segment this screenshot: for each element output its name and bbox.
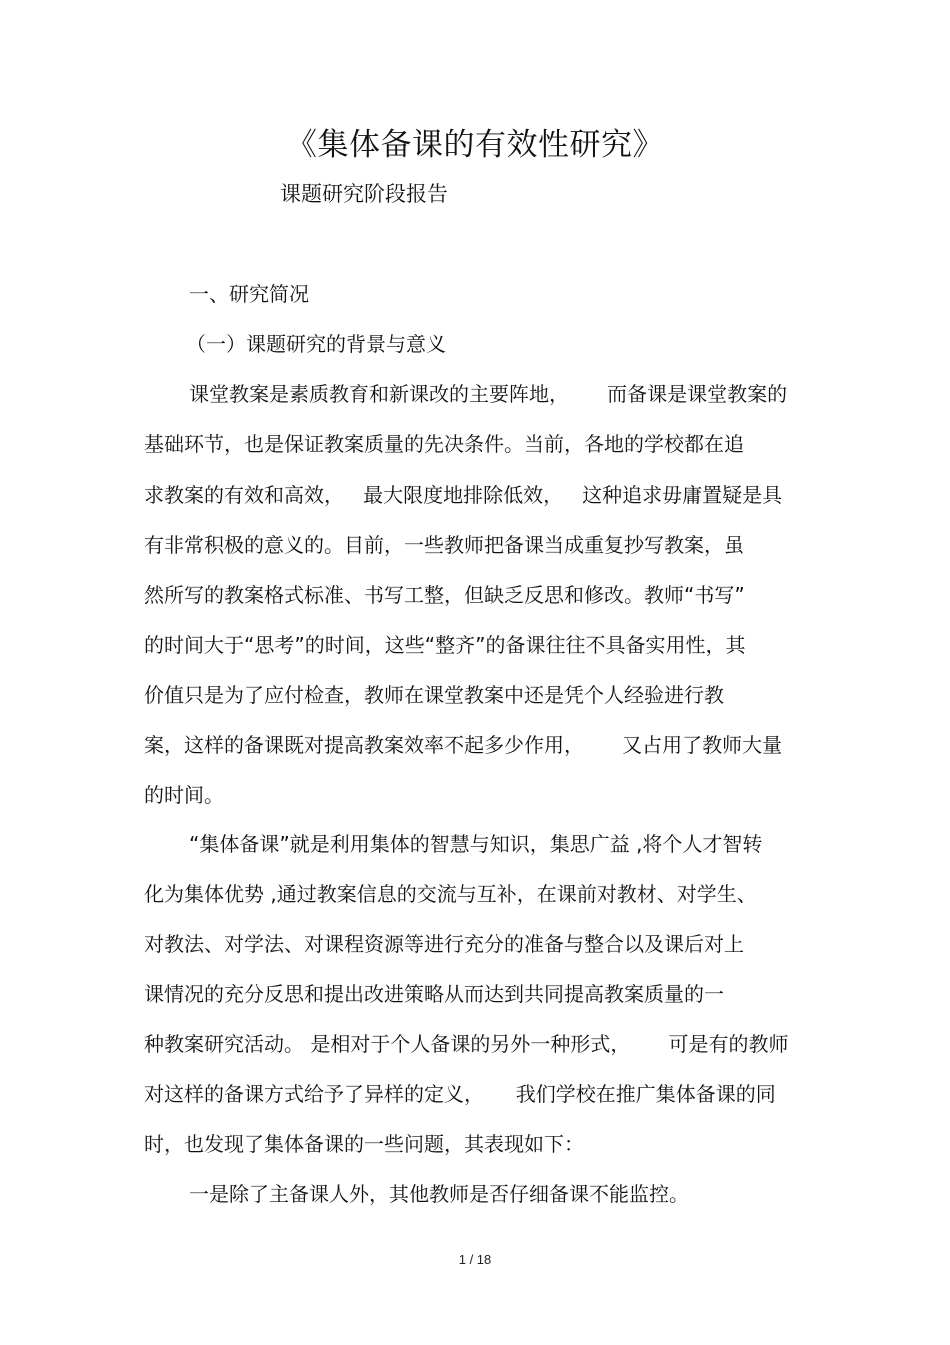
subsection-heading: （一）课题研究的背景与意义: [186, 332, 446, 356]
paragraph-line: 案，这样的备课既对提高教案效率不起多少作用， 又占用了教师大量: [144, 733, 783, 757]
paragraph-line: 对教法、对学法、对课程资源等进行充分的准备与整合以及课后对上: [144, 932, 744, 956]
paragraph-line: 价值只是为了应付检查，教师在课堂教案中还是凭个人经验进行教: [144, 683, 724, 707]
section-heading: 一、研究简况: [189, 282, 309, 306]
paragraph-line: 对这样的备课方式给予了异样的定义， 我们学校在推广集体备课的同: [144, 1082, 776, 1106]
paragraph-line: 求教案的有效和高效， 最大限度地排除低效， 这种追求毋庸置疑是具: [144, 483, 783, 507]
paragraph-line: 化为集体优势 ,通过教案信息的交流与互补，在课前对教材、对学生、: [144, 882, 757, 906]
paragraph-line: 课堂教案是素质教育和新课改的主要阵地， 而备课是课堂教案的: [189, 382, 788, 406]
paragraph-line: 有非常积极的意义的。目前，一些教师把备课当成重复抄写教案，虽: [144, 533, 744, 557]
document-title: 《集体备课的有效性研究》: [286, 127, 664, 163]
paragraph-line: 课情况的充分反思和提出改进策略从而达到共同提高教案质量的一: [144, 982, 724, 1006]
paragraph-line: 一是除了主备课人外，其他教师是否仔细备课不能监控。: [189, 1182, 689, 1206]
paragraph-line: 的时间大于“思考”的时间，这些“整齐”的备课往往不具备实用性，其: [144, 633, 746, 657]
paragraph-line: 然所写的教案格式标准、书写工整，但缺乏反思和修改。教师“书写”: [144, 583, 745, 607]
document-subtitle: 课题研究阶段报告: [280, 182, 448, 206]
paragraph-line: 的时间。: [144, 783, 224, 807]
paragraph-line: “集体备课”就是利用集体的智慧与知识，集思广益 ,将个人才智转: [189, 832, 763, 856]
paragraph-line: 基础环节，也是保证教案质量的先决条件。当前，各地的学校都在追: [144, 432, 744, 456]
page-indicator: 1 / 18: [458, 1252, 492, 1267]
paragraph-line: 种教案研究活动。 是相对于个人备课的另外一种形式， 可是有的教师: [144, 1032, 789, 1056]
paragraph-line: 时，也发现了集体备课的一些问题，其表现如下：: [144, 1132, 584, 1156]
